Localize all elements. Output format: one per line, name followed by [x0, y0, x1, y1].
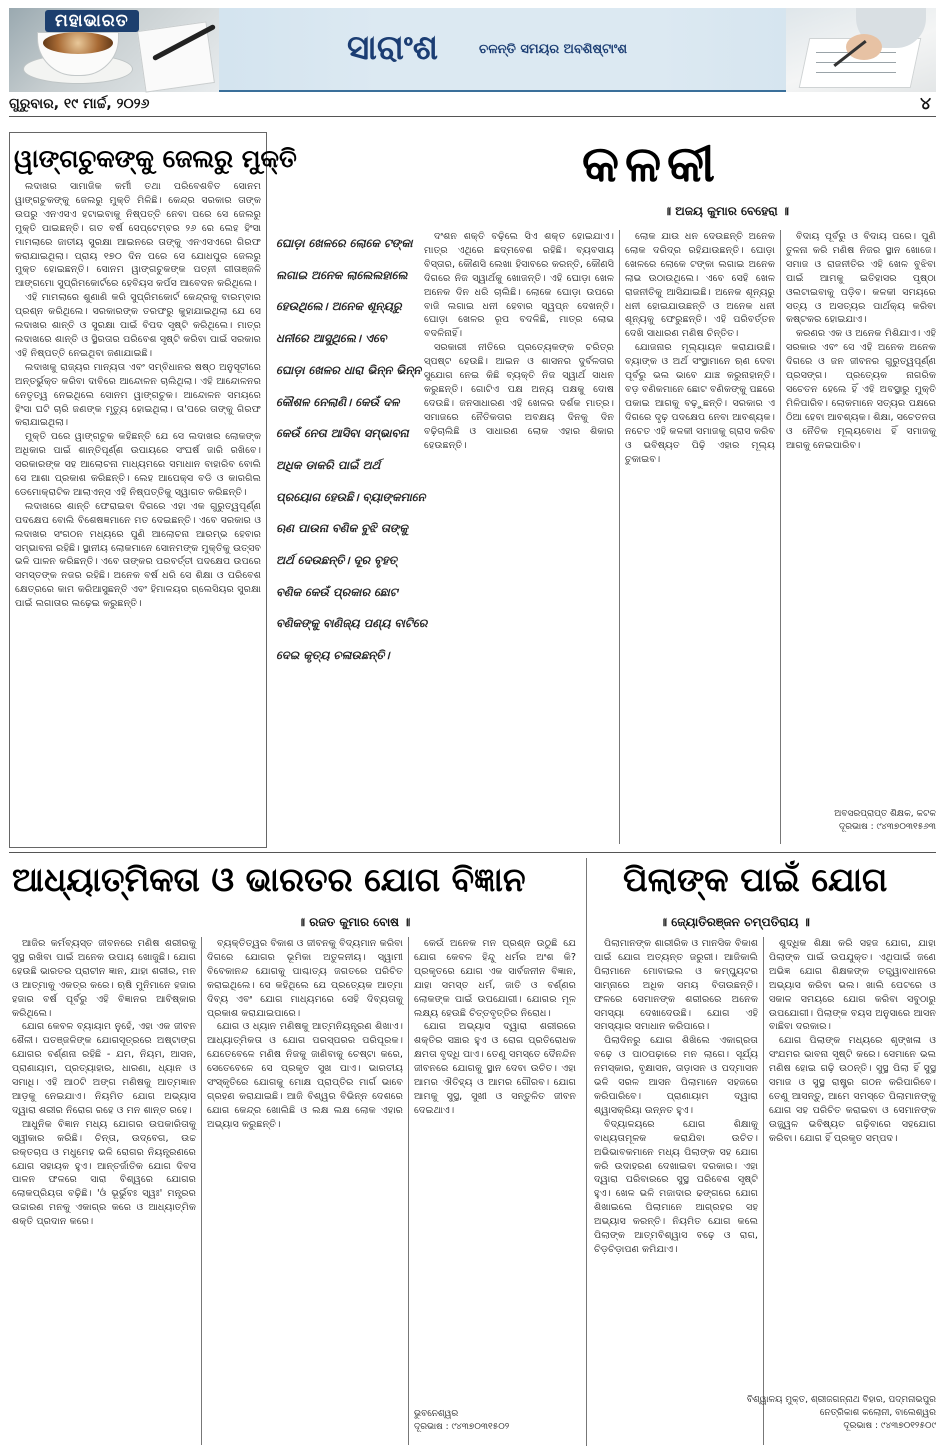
- story-kalaki-column-2: [625, 230, 775, 844]
- writing-hand-image: [786, 8, 936, 92]
- paragraph: ଦଂଶନ ଶକ୍ତି ବଢ଼ିଲେ ସିଏ ଶକ୍ତ ହୋଇଯାଏ। ମାତ୍ର ଏଥିରେ ଛଦ୍ମବେଶ ରହିଛି। ବ୍ୟବସାୟ ବିସ୍ତାର, କୌଣସି ଲେଖା ହିସାବରେ କରନ୍ତି, କୌଣସି ଦିଗରେ ନିଜ ସ୍ୱାର୍ଥକୁ ଖୋଜନ୍ତି। ଏହି ଘୋଡ଼ା ଖେଳ ଅନେକ ଦିନ ଧରି ଚାଲିଛି। ଲୋକେ ଘୋଡ଼ା ଉପରେ ବାଜି ଲଗାଇ ଧନୀ ହେବାର ସ୍ୱପ୍ନ ଦେଖନ୍ତି। ଘୋଡ଼ା ଖେଳର ରୂପ ବଦଳିଛି, ମାତ୍ର ଲୋଭ ବଦଳିନାହିଁ।: [424, 231, 614, 340]
- section-divider-vertical: [586, 858, 587, 1446]
- column-divider: [780, 230, 781, 844]
- paragraph: ଲଦାଖରେ ଶାନ୍ତି ଫେରାଇବା ଦିଗରେ ଏହା ଏକ ଗୁରୁତ୍ୱପୂର୍ଣ୍ଣ ପଦକ୍ଷେପ ବୋଲି ବିଶେଷଜ୍ଞମାନେ ମତ ଦେଇଛନ୍ତି। ଏବେ ସରକାର ଓ ଲଦାଖର ସଂଗଠନ ମଧ୍ୟରେ ପୁଣି ଆଲୋଚନା ଆରମ୍ଭ ହେବାର ସମ୍ଭାବନା ରହିଛି। ସ୍ଥାନୀୟ ଲୋକମାନେ ସୋନମଙ୍କ ମୁକ୍ତିକୁ ଉତ୍ସବ ଭଳି ପାଳନ କରିଛନ୍ତି। ଏବେ ତାଙ୍କର ପରବର୍ତ୍ତୀ ପଦକ୍ଷେପ ଉପରେ ସମସ୍ତଙ୍କ ନଜର ରହିଛି। ଅନେକ ବର୍ଷ ଧରି ସେ ଶିକ୍ଷା ଓ ପରିବେଶ କ୍ଷେତ୍ରରେ କାମ କରିଆସୁଛନ୍ତି ଏବଂ ହିମାଳୟର ଗ୍ଲେସିୟର ସୁରକ୍ଷା ପାଇଁ ଲଗାତାର ଲଢ଼େଇ କରୁଛନ୍ତି।: [15, 500, 261, 610]
- pullquote-line: ବଣିକ କେଉଁ ପ୍ରକାର ଛୋଟ: [276, 584, 398, 599]
- paragraph: ବିଦ୍ୟାଳୟରେ ଯୋଗ ଶିକ୍ଷାକୁ ବାଧ୍ୟତାମୂଳକ କରାଯିବା ଉଚିତ। ଅଭିଭାବକମାନେ ମଧ୍ୟ ପିଲାଙ୍କ ସହ ଯୋଗ କରି ଉଦାହରଣ ଦେଖାଇବା ଦରକାର। ଏହା ଦ୍ୱାରା ପରିବାରରେ ସୁସ୍ଥ ପରିବେଶ ସୃଷ୍ଟି ହୁଏ। ଖେଳ ଭଳି ମଜାଦାର ଢଙ୍ଗରେ ଯୋଗ ଶିଖାଇଲେ ପିଲାମାନେ ଆଗ୍ରହର ସହ ଅଭ୍ୟାସ କରନ୍ତି। ନିୟମିତ ଯୋଗ କଲେ ପିଲାଙ୍କ ଆତ୍ମବିଶ୍ୱାସ ବଢ଼େ ଓ ରାଗ, ଚିଡ଼ଚିଡ଼ାପଣ କମିଯାଏ।: [594, 1118, 758, 1255]
- section-divider: [9, 852, 936, 853]
- author-phone: ଦୂରଭାଷ : ୯୪୩୭୦୧୨୫୦୯: [843, 1421, 936, 1431]
- pullquote-line: ହେଉଥିଲେ। ଅନେକ ଶୂନ୍ୟରୁ: [276, 299, 402, 314]
- paragraph: ଆଧୁନିକ ବିଜ୍ଞାନ ମଧ୍ୟ ଯୋଗର ଉପକାରିତାକୁ ସ୍ୱୀକାର କରିଛି। ଚିନ୍ତା, ଉଦ୍‌ବେଗ, ଉଚ୍ଚ ରକ୍ତଚାପ ଓ ମଧୁମେହ ଭଳି ରୋଗର ନିୟନ୍ତ୍ରଣରେ ଯୋଗ ସହାୟକ ହୁଏ। ଆନ୍ତର୍ଜାତିକ ଯୋଗ ଦିବସ ପାଳନ ଫଳରେ ସାରା ବିଶ୍ୱରେ ଯୋଗର ଲୋକପ୍ରିୟତା ବଢ଼ିଛି। 'ଓଁ ଭୂର୍ଭୁବଃ ସ୍ୱଃ' ମନ୍ତ୍ରର ଉଚ୍ଚାରଣ ମନକୁ ଏକାଗ୍ର କରେ ଓ ଆଧ୍ୟାତ୍ମିକ ଶକ୍ତି ପ୍ରଦାନ କରେ।: [12, 1118, 196, 1228]
- pullquote-line: କୌଶଳ ନେଲାଣି। କେଉଁ ଦଳ: [276, 394, 400, 409]
- paragraph: କରଣର ଏକ ଓ ଅନେକ ମିଶିଯାଏ। ଏହି ସରକାର ଏବଂ ସେ ଏହି ଅନେକ ଅନେକ ଦିଗରେ ଓ ଜନ ଜୀବନର ଗୁରୁତ୍ୱପୂର୍ଣ୍ଣ ପ୍ରସଙ୍ଗ। ପ୍ରତ୍ୟେକ ନାଗରିକ ସଚେତନ ହେଲେ ହିଁ ଏହି ଅବସ୍ଥାରୁ ମୁକ୍ତି ମିଳିପାରିବ। ଲୋକମାନେ ସତ୍ୟର ପକ୍ଷରେ ଠିଆ ହେବା ଆବଶ୍ୟକ। ଶିକ୍ଷା, ସଚେତନତା ଓ ନୈତିକ ମୂଲ୍ୟବୋଧ ହିଁ ସମାଜକୁ ଆଗକୁ ନେଇପାରିବ।: [786, 328, 936, 451]
- section-title: ସାରାଂଶ: [347, 28, 438, 68]
- column-divider: [763, 937, 764, 1445]
- paragraph: ଏହି ମାମଲାରେ ଶୁଣାଣି କରି ସୁପ୍ରିମକୋର୍ଟ କେନ୍ଦ୍ରକୁ ବାରମ୍ବାର ପ୍ରଶ୍ନ କରିଥିଲେ। ସରକାରଙ୍କ ତରଫରୁ କୁହାଯାଇଥିଲା ଯେ ସେ ଲଦାଖର ଶାନ୍ତି ଓ ସୁରକ୍ଷା ପାଇଁ ବିପଦ ସୃଷ୍ଟି କରିଥିଲେ। ମାତ୍ର ଲଦାଖରେ ଶାନ୍ତି ଓ ସ୍ଥିରତାର ପରିବେଶ ସୃଷ୍ଟି କରିବା ପାଇଁ ସରକାର ଏହି ନିଷ୍ପତ୍ତି ନେଇଥିବା ଜଣାଯାଇଛି।: [15, 292, 261, 359]
- story-yoga-science-title: ଆଧ୍ୟାତ୍ମିକତା ଓ ଭାରତର ଯୋଗ ବିଜ୍ଞାନ: [12, 860, 526, 899]
- author-phone: ଦୂରଭାଷ : ୯୪୩୭୦୩୧୫୦୨: [414, 1422, 510, 1432]
- pullquote-line: ଦେଇ କୃତ୍ୟ ଚଳାଉଛନ୍ତି।: [276, 648, 390, 663]
- story-kalaki-author-credit: [786, 808, 936, 834]
- story-kids-yoga-column-2: [769, 937, 936, 1385]
- pullquote-line: କେଉଁ ନେତା ଆସିବା ସମ୍ଭାବନା: [276, 426, 409, 441]
- author-phone: ଦୂରଭାଷ : ୯୪୩୭୦୩୧୫୬୩: [839, 822, 936, 832]
- dateline: ଗୁରୁବାର, ୧୯ ମାର୍ଚ୍ଚ, ୨୦୨୬: [9, 96, 150, 112]
- pullquote-line: ଲଗାଇ ଅନେକ ଲାଲେଲହାଲେ: [276, 267, 408, 282]
- author-address: ଭୁବନେଶ୍ୱର: [414, 1409, 459, 1419]
- section-tagline: ଚଳନ୍ତି ସମୟର ଅବଶିଷ୍ଟାଂଶ: [479, 42, 628, 57]
- author-address: ବିଶ୍ୱାଳୟ ମୁକ୍ତ, ଶ୍ରୀଜଗନ୍ନାଥ ବିହାର, ପଦ୍ମନାଭପୁର: [746, 1395, 936, 1405]
- story-kids-yoga-column-1: [594, 937, 758, 1447]
- pullquote-line: ଧନୀରେ ଆସୁଥିଲେ। ଏବେ: [276, 331, 387, 346]
- story-yoga-science-column-1: [12, 937, 196, 1447]
- paragraph: ଲୋକ ଯାଉ ଧନ ଦେଉଛନ୍ତି ଅନେକ ଲୋକ ଦରିଦ୍ର ରହିଯାଉଛନ୍ତି। ଘୋଡ଼ା ଖେଳରେ ଲୋକେ ଟଙ୍କା ଲଗାଇ ଅନେକ ଲାଭ ଉଠାଉଥିଲେ। ଏବେ ସେହି ଖେଳ ରାଜନୀତିକୁ ଆସିଯାଇଛି। ଅନେକ ଶୂନ୍ୟରୁ ଧନୀ ହୋଇଯାଉଛନ୍ତି ଓ ଅନେକ ଧନୀ ଶୂନ୍ୟକୁ ଫେରୁଛନ୍ତି। ଏହି ପରିବର୍ତ୍ତନ ଦେଖି ସାଧାରଣ ମଣିଷ ଚିନ୍ତିତ।: [625, 231, 775, 340]
- pullquote-line: ବଣିକଙ୍କୁ ବାଣିଜ୍ୟ ପଣ୍ୟ ବାଟିରେ: [276, 616, 428, 631]
- paragraph: ବିଦାୟ ପୂର୍ବରୁ ଓ ବିଦାୟ ପରେ। ପୁଣି ତୁଳନା କରି ମଣିଷ ନିଜର ସ୍ଥାନ ଖୋଜେ। ସମାଜ ଓ ରାଜନୀତିର ଏହି ଖେଳ ବୁଝିବା ପାଇଁ ଆମକୁ ଇତିହାସର ପୃଷ୍ଠା ଓଲଟାଇବାକୁ ପଡ଼ିବ। କଳକୀ ସମୟରେ ସତ୍ୟ ଓ ଅସତ୍ୟର ପାର୍ଥକ୍ୟ କରିବା କଷ୍ଟକର ହୋଇଯାଏ।: [786, 231, 936, 326]
- story-kids-yoga-title: ପିଲାଙ୍କ ପାଇଁ ଯୋଗ: [623, 860, 888, 899]
- paragraph: ଲଦାଖକୁ ରାଜ୍ୟର ମାନ୍ୟତା ଏବଂ ସମ୍ବିଧାନର ଷଷ୍ଠ ଅନୁସୂଚୀରେ ଅନ୍ତର୍ଭୁକ୍ତ କରିବା ଦାବିରେ ଆନ୍ଦୋଳନ ଚାଲିଥିଲା। ଏହି ଆନ୍ଦୋଳନର ନେତୃତ୍ୱ ନେଇଥିଲେ ସୋନମ ୱାଙ୍ଗଚୁକ। ଆନ୍ଦୋଳନ ସମୟରେ ହିଂସା ଘଟି ଚାରି ଜଣଙ୍କ ମୃତ୍ୟୁ ହୋଇଥିଲା। ତା'ପରେ ତାଙ୍କୁ ଗିରଫ କରାଯାଇଥିଲା।: [15, 361, 261, 429]
- column-divider: [619, 230, 620, 844]
- paragraph: ଯୋଜନାର ମୂଲ୍ୟାୟନ କରାଯାଉଛି। ବ୍ୟାଙ୍କ ଓ ଅର୍ଥ ସଂସ୍ଥାମାନେ ଋଣ ଦେବା ପୂର୍ବରୁ ଭଲ ଭାବେ ଯାଞ୍ଚ କରୁନାହାନ୍ତି। ବଡ଼ ବଣିକମାନେ ଛୋଟ ବଣିକଙ୍କୁ ପଛରେ ପକାଇ ଆଗକୁ ବଢ଼ୁଛନ୍ତି। ସରକାର ଏ ଦିଗରେ ଦୃଢ଼ ପଦକ୍ଷେପ ନେବା ଆବଶ୍ୟକ। ନଚେତ ଏହି କଳକୀ ସମାଜକୁ ଗ୍ରାସ କରିବ ଓ ଭବିଷ୍ୟତ ପିଢ଼ି ଏହାର ମୂଲ୍ୟ ଚୁକାଇବ।: [625, 342, 775, 465]
- story-yoga-science-column-2: [207, 937, 403, 1447]
- paragraph: ଲଦାଖର ସାମାଜିକ କର୍ମୀ ତଥା ପରିବେଶବିତ ସୋନମ ୱାଙ୍ଗଚୁକଙ୍କୁ ଜେଲରୁ ମୁକ୍ତି ମିଳିଛି। କେନ୍ଦ୍ର ସରକାର ତାଙ୍କ ଉପରୁ ଏନଏସଏ ହଟାଇବାକୁ ନିଷ୍ପତ୍ତି ନେବା ପରେ ସେ ଜେଲରୁ ମୁକ୍ତି ପାଇଛନ୍ତି। ଗତ ବର୍ଷ ସେପ୍ଟେମ୍ବର ୨୬ ରେ ଲେହ ହିଂସା ମାମଲାରେ ଜାତୀୟ ସୁରକ୍ଷା ଆଇନରେ ତାଙ୍କୁ ଏନଏସଏରେ ଗିରଫ କରାଯାଇଥିଲା। ପ୍ରାୟ ୧୭୦ ଦିନ ପରେ ସେ ଯୋଧପୁର ଜେଲରୁ ମୁକ୍ତ ହୋଇଛନ୍ତି। ସୋନମ ୱାଙ୍ଗଚୁକଙ୍କ ପତ୍ନୀ ଗୀତାଞ୍ଜଳି ଆଙ୍ଗମୋ ସୁପ୍ରିମକୋର୍ଟରେ ହେବିୟସ କର୍ପସ ଆବେଦନ କରିଥିଲେ।: [15, 181, 261, 290]
- pullquote-line: ଘୋଡ଼ା ଖେଳର ଧାରା ଭିନ୍ନ ଭିନ୍ନ: [276, 362, 422, 377]
- paragraph: ସରକାରୀ ନୀତିରେ ପ୍ରତ୍ୟେକଙ୍କ ଚରିତ୍ର ସ୍ପଷ୍ଟ ହେଉଛି। ଆଇନ ଓ ଶାସନର ଦୁର୍ବଳତାର ସୁଯୋଗ ନେଇ କିଛି ବ୍ୟକ୍ତି ନିଜ ସ୍ୱାର୍ଥ ସାଧନ କରୁଛନ୍ତି। ଗୋଟିଏ ପକ୍ଷ ଅନ୍ୟ ପକ୍ଷକୁ ଦୋଷ ଦେଉଛି। ଜନସାଧାରଣ ଏହି ଖେଳର ଦର୍ଶକ ମାତ୍ର। ସମାଜରେ ନୈତିକତାର ଅବକ୍ଷୟ ଦିନକୁ ଦିନ ବଢ଼ିଚାଲିଛି ଓ ସାଧାରଣ ଲୋକ ଏହାର ଶିକାର ହେଉଛନ୍ତି।: [424, 342, 614, 451]
- story-kalaki-pullquote: [276, 228, 428, 672]
- pullquote-line: ପ୍ରୟୋଗ ହେଉଛି। ବ୍ୟାଙ୍କମାନେ: [276, 489, 426, 504]
- paragraph: ପିଲାଦିନରୁ ଯୋଗ ଶିଖିଲେ ଏକାଗ୍ରତା ବଢ଼େ ଓ ପାଠପଢ଼ାରେ ମନ ଲାଗେ। ସୂର୍ଯ୍ୟ ନମସ୍କାର, ବୃକ୍ଷାସନ, ତାଡ଼ାସନ ଓ ପଦ୍ମାସନ ଭଳି ସରଳ ଆସନ ପିଲାମାନେ ସହଜରେ କରିପାରିବେ। ପ୍ରାଣାୟାମ ଦ୍ୱାରା ଶ୍ୱାସକ୍ରିୟା ଉନ୍ନତ ହୁଏ।: [594, 1035, 758, 1116]
- page-number: ୪: [920, 94, 931, 114]
- story-kalaki-column-3: [786, 230, 936, 800]
- story-wangchuk-body: [15, 180, 261, 844]
- story-yoga-science-byline: ॥ ରଜତ କୁମାର ବୋଷ ॥: [298, 915, 411, 929]
- story-yoga-science-author-credit: [414, 1408, 576, 1434]
- column-divider: [408, 937, 409, 1445]
- column-divider: [201, 937, 202, 1445]
- paragraph: ଯୋଗ ଅଭ୍ୟାସ ଦ୍ୱାରା ଶରୀରରେ ଶକ୍ତିର ସଞ୍ଚାର ହୁଏ ଓ ରୋଗ ପ୍ରତିରୋଧକ କ୍ଷମତା ବୃଦ୍ଧି ପାଏ। ତେଣୁ ସମସ୍ତେ ଦୈନନ୍ଦିନ ଜୀବନରେ ଯୋଗକୁ ସ୍ଥାନ ଦେବା ଉଚିତ। ଏହା ଆମର ଐତିହ୍ୟ ଓ ଆମର ଗୌରବ। ଯୋଗ ଆମକୁ ସୁସ୍ଥ, ସୁଖୀ ଓ ସନ୍ତୁଳିତ ଜୀବନ ଦେଇଥାଏ।: [414, 1021, 576, 1116]
- story-yoga-science-column-3: [414, 937, 576, 1399]
- pullquote-line: ଋଣ ପାଉନା ବଣିକ ବୁଝି ତାଙ୍କୁ: [276, 521, 408, 536]
- paragraph: ଯୋଗ କେବଳ ବ୍ୟାୟାମ ନୁହେଁ, ଏହା ଏକ ଜୀବନ ଶୈଳୀ। ପତଞ୍ଜଳିଙ୍କ ଯୋଗସୂତ୍ରରେ ଅଷ୍ଟାଙ୍ଗ ଯୋଗର ବର୍ଣ୍ଣନା ରହିଛି - ଯମ, ନିୟମ, ଆସନ, ପ୍ରାଣାୟାମ, ପ୍ରତ୍ୟାହାର, ଧାରଣା, ଧ୍ୟାନ ଓ ସମାଧି। ଏହି ଆଠଟି ଅଙ୍ଗ ମଣିଷକୁ ଆତ୍ମଜ୍ଞାନ ଆଡ଼କୁ ନେଇଯାଏ। ନିୟମିତ ଯୋଗ ଅଭ୍ୟାସ ଦ୍ୱାରା ଶରୀର ନିରୋଗ ରହେ ଓ ମନ ଶାନ୍ତ ରହେ।: [12, 1021, 196, 1116]
- header-divider: [9, 116, 936, 117]
- pullquote-line: ଅର୍ଥ ଦେଉଛନ୍ତି। ଦୂର ବୃହତ୍: [276, 553, 397, 568]
- masthead-banner: [9, 8, 936, 92]
- story-wangchuk-title: ୱାଙ୍ଗଚୁକଙ୍କୁ ଜେଲରୁ ମୁକ୍ତି: [14, 144, 297, 173]
- pullquote-line: ଅଧିକ ଡାକରି ପାଇଁ ଅର୍ଥ: [276, 457, 381, 472]
- story-kalaki-title: କଳକୀ: [582, 134, 721, 193]
- author-address: ନେତ୍ରିକାଶ କଲୋନୀ, ବାଲେଶ୍ୱର: [819, 1408, 936, 1418]
- paragraph: ଯୋଗ ଓ ଧ୍ୟାନ ମଣିଷକୁ ଆତ୍ମନିୟନ୍ତ୍ରଣ ଶିଖାଏ। ଆଧ୍ୟାତ୍ମିକତା ଓ ଯୋଗ ପରସ୍ପରର ପରିପୂରକ। ଯେତେବେଳେ ମଣିଷ ନିଜକୁ ଜାଣିବାକୁ ଚେଷ୍ଟା କରେ, ସେତେବେଳେ ସେ ପ୍ରକୃତ ସୁଖ ପାଏ। ଭାରତୀୟ ସଂସ୍କୃତିରେ ଯୋଗକୁ ମୋକ୍ଷ ପ୍ରାପ୍ତିର ମାର୍ଗ ଭାବେ ଗ୍ରହଣ କରାଯାଇଛି। ଆଜି ବିଶ୍ୱର ବିଭିନ୍ନ ଦେଶରେ ଯୋଗ କେନ୍ଦ୍ର ଖୋଲିଛି ଓ ଲକ୍ଷ ଲକ୍ଷ ଲୋକ ଏହାର ଅଭ୍ୟାସ କରୁଛନ୍ତି।: [207, 1021, 403, 1130]
- story-kids-yoga-byline: ॥ ଜ୍ୟୋତିରଞ୍ଜନ ଚମ୍ପତିରାୟ ॥: [660, 915, 810, 929]
- paragraph: କେଉଁ ଅନେକ ମନ ପ୍ରଶ୍ନ ଉଠୁଛି ଯେ ଯୋଗ କେବଳ ହିନ୍ଦୁ ଧର୍ମର ଅଂଶ କି? ପ୍ରକୃତରେ ଯୋଗ ଏକ ସାର୍ବଜନୀନ ବିଜ୍ଞାନ, ଯାହା ସମସ୍ତ ଧର୍ମ, ଜାତି ଓ ବର୍ଣ୍ଣର ଲୋକଙ୍କ ପାଇଁ ଉପଯୋଗୀ। ଯୋଗର ମୂଳ ଲକ୍ଷ୍ୟ ହେଉଛି ଚିତ୍ତବୃତ୍ତିର ନିରୋଧ।: [414, 938, 576, 1019]
- story-kalaki-column-1: [424, 230, 614, 844]
- paragraph: ଆଜିର କର୍ମବ୍ୟସ୍ତ ଜୀବନରେ ମଣିଷ ଶରୀରକୁ ସୁସ୍ଥ ରଖିବା ପାଇଁ ଅନେକ ଉପାୟ ଖୋଜୁଛି। ଯୋଗ ହେଉଛି ଭାରତର ପ୍ରାଚୀନ ଜ୍ଞାନ, ଯାହା ଶରୀର, ମନ ଓ ଆତ୍ମାକୁ ଏକତ୍ର କରେ। ଋଷି ମୁନିମାନେ ହଜାର ହଜାର ବର୍ଷ ପୂର୍ବରୁ ଏହି ବିଜ୍ଞାନର ଆବିଷ୍କାର କରିଥିଲେ।: [12, 938, 196, 1019]
- paragraph: ଯୋଗ ପିଲାଙ୍କ ମଧ୍ୟରେ ଶୃଙ୍ଖଳା ଓ ସଂଯମର ଭାବନା ସୃଷ୍ଟି କରେ। ସେମାନେ ଭଲ ମଣିଷ ହୋଇ ଗଢ଼ି ଉଠନ୍ତି। ସୁସ୍ଥ ପିଲା ହିଁ ସୁସ୍ଥ ସମାଜ ଓ ସୁସ୍ଥ ରାଷ୍ଟ୍ର ଗଠନ କରିପାରିବେ। ତେଣୁ ଆସନ୍ତୁ, ଆମେ ସମସ୍ତେ ପିଲାମାନଙ୍କୁ ଯୋଗ ସହ ପରିଚିତ କରାଇବା ଓ ସେମାନଙ୍କ ଉଜ୍ଜ୍ୱଳ ଭବିଷ୍ୟତ ଗଢ଼ିବାରେ ସହଯୋଗ କରିବା। ଯୋଗ ହିଁ ପ୍ରକୃତ ସମ୍ପଦ।: [769, 1035, 936, 1144]
- paragraph: ବ୍ୟକ୍ତିତ୍ୱର ବିକାଶ ଓ ଜୀବନକୁ ବିଦ୍ୟମାନ କରିବା ଦିଗରେ ଯୋଗର ଭୂମିକା ଅତୁଳନୀୟ। ସ୍ୱାମୀ ବିବେକାନନ୍ଦ ଯୋଗକୁ ପାଶ୍ଚାତ୍ୟ ଜଗତରେ ପରିଚିତ କରାଇଥିଲେ। ସେ କହିଥିଲେ ଯେ ପ୍ରତ୍ୟେକ ଆତ୍ମା ଦିବ୍ୟ ଏବଂ ଯୋଗ ମାଧ୍ୟମରେ ସେହି ଦିବ୍ୟତାକୁ ପ୍ରକାଶ କରାଯାଇପାରେ।: [207, 938, 403, 1019]
- paragraph: ଶୁଦ୍ଧିକ ଶିକ୍ଷା କରି ସହଜ ଯୋଗ, ଯାହା ପିଲାଙ୍କ ପାଇଁ ଉପଯୁକ୍ତ। ଏଥିପାଇଁ ଜଣେ ଅଭିଜ୍ଞ ଯୋଗ ଶିକ୍ଷକଙ୍କ ତତ୍ତ୍ୱାବଧାନରେ ଅଭ୍ୟାସ କରିବା ଭଲ। ଖାଲି ପେଟରେ ଓ ସକାଳ ସମୟରେ ଯୋଗ କରିବା ସବୁଠାରୁ ଉପଯୋଗୀ। ପିଲାଙ୍କ ବୟସ ଅନୁସାରେ ଆସନ ବାଛିବା ଦରକାର।: [769, 938, 936, 1033]
- story-kalaki-byline: ॥ ଅଜୟ କୁମାର ବେହେରା ॥: [664, 204, 789, 218]
- pullquote-line: ଘୋଡ଼ା ଖେଳରେ ଲୋକେ ଟଙ୍କା: [276, 236, 413, 250]
- paragraph: ମୁକ୍ତି ପରେ ୱାଙ୍ଗଚୁକ କହିଛନ୍ତି ଯେ ସେ ଲଦାଖର ଲୋକଙ୍କ ଅଧିକାର ପାଇଁ ଶାନ୍ତିପୂର୍ଣ୍ଣ ଉପାୟରେ ସଂଘର୍ଷ ଜାରି ରଖିବେ। ସରକାରଙ୍କ ସହ ଆଲୋଚନା ମାଧ୍ୟମରେ ସମାଧାନ ବାହାରିବ ବୋଲି ସେ ଆଶା ପ୍ରକାଶ କରିଛନ୍ତି। ଲେହ ଆପେକ୍ସ ବଡି ଓ କାରଗିଲ ଡେମୋକ୍ରାଟିକ ଆଲାଏନ୍ସ ଏହି ନିଷ୍ପତ୍ତିକୁ ସ୍ୱାଗତ କରିଛନ୍ତି।: [15, 431, 261, 498]
- newspaper-logo: ମହାଭାରତ: [45, 10, 139, 32]
- author-address: ଅବସରପ୍ରାପ୍ତ ଶିକ୍ଷକ, କଟକ: [834, 809, 936, 819]
- paragraph: ପିଲାମାନଙ୍କ ଶାରୀରିକ ଓ ମାନସିକ ବିକାଶ ପାଇଁ ଯୋଗ ଅତ୍ୟନ୍ତ ଜରୁରୀ। ଆଜିକାଲି ପିଲାମାନେ ମୋବାଇଲ ଓ କମ୍ପ୍ୟୁଟର ସାମ୍ନାରେ ଅଧିକ ସମୟ ବିତାଉଛନ୍ତି। ଫଳରେ ସେମାନଙ୍କ ଶରୀରରେ ଅନେକ ସମସ୍ୟା ଦେଖାଦେଉଛି। ଯୋଗ ଏହି ସମସ୍ୟାର ସମାଧାନ କରିପାରେ।: [594, 938, 758, 1033]
- story-kids-yoga-author-credit: [700, 1394, 936, 1433]
